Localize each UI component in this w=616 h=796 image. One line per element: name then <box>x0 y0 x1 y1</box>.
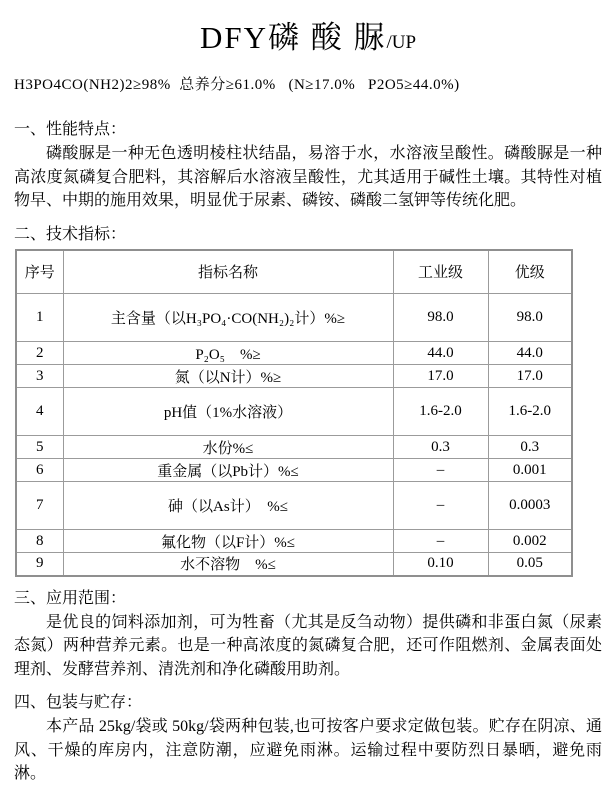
row-industrial-value: 0.10 <box>393 553 488 576</box>
row-no: 7 <box>16 482 63 530</box>
row-industrial-value: 17.0 <box>393 365 488 388</box>
specs-table <box>15 249 573 577</box>
row-industrial-value: 1.6-2.0 <box>393 388 488 436</box>
specs-table-body <box>16 294 572 576</box>
table-row <box>16 482 572 530</box>
table-row <box>16 553 572 576</box>
row-industrial-value: 98.0 <box>393 294 488 342</box>
packaging-paragraph: 本产品 25kg/袋或 50kg/袋两种包装,也可按客户要求定做包装。贮存在阴凉、通风、干燥的库房内，注意防潮，应避免雨淋。运输过程中要防烈日暴晒，避免雨淋。 <box>14 718 602 782</box>
header-row <box>16 250 572 294</box>
column-header-premium-grade: 优级 <box>488 250 572 294</box>
row-indicator-name: 水份%≤ <box>63 436 393 459</box>
row-indicator-name: 砷（以As计） %≤ <box>63 482 393 530</box>
row-indicator-name: 氟化物（以F计）%≤ <box>63 530 393 553</box>
row-industrial-value: 44.0 <box>393 342 488 365</box>
page-title <box>14 12 602 57</box>
column-header-indicator-name: 指标名称 <box>63 250 393 294</box>
row-indicator-name: 主含量（以H₃PO₄·CO(NH₂)₂计）%≥ <box>63 294 393 342</box>
applications-paragraph: 是优良的饲料添加剂，可为牲畜（尤其是反刍动物）提供磷和非蛋白氮（尿素态氮）两种营养元素。也是一种高浓度的氮磷复合肥，还可作阻燃剂、金属表面处理剂、发酵营养剂、清洗剂和净化磷酸用助剂。 <box>14 613 602 678</box>
page-title-main: DFY磷 酸 脲 <box>199 20 387 55</box>
features-paragraph: 磷酸脲是一种无色透明棱柱状结晶，易溶于水，水溶液呈酸性。磷酸脲是一种高浓度氮磷复合肥料，其溶解后水溶液呈酸性，尤其适用于碱性土壤。其特性对植物早、中期的施用效果，明显优于尿素、磷铵、磷酸二氢钾等传统化肥。 <box>14 145 602 209</box>
row-premium-value: 98.0 <box>488 294 572 342</box>
row-no: 4 <box>16 388 63 436</box>
row-premium-value: 0.001 <box>488 459 572 482</box>
row-premium-value: 0.05 <box>488 553 572 576</box>
column-header-industrial-grade: 工业级 <box>393 250 488 294</box>
row-no: 6 <box>16 459 63 482</box>
row-no: 3 <box>16 365 63 388</box>
row-no: 1 <box>16 294 63 342</box>
section-heading-packaging: 四、包装与贮存： <box>14 694 143 711</box>
table-row <box>16 342 572 365</box>
table-row <box>16 436 572 459</box>
specs-table-header <box>16 250 572 294</box>
row-no: 5 <box>16 436 63 459</box>
table-row <box>16 365 572 388</box>
row-premium-value: 44.0 <box>488 342 572 365</box>
row-indicator-name: 重金属（以Pb计）%≤ <box>63 459 393 482</box>
formula-line: H3PO4CO(NH2)2≥98% 总养分≥61.0% (N≥17.0% P2O5≥44.0%) <box>14 77 460 93</box>
row-premium-value: 1.6-2.0 <box>488 388 572 436</box>
row-premium-value: 0.3 <box>488 436 572 459</box>
section-heading-features: 一、性能特点： <box>14 121 127 138</box>
table-row <box>16 530 572 553</box>
section-heading-specs: 二、技术指标： <box>14 225 127 243</box>
row-industrial-value: – <box>393 530 488 553</box>
table-row <box>16 388 572 436</box>
row-premium-value: 0.0003 <box>488 482 572 530</box>
row-industrial-value: – <box>393 459 488 482</box>
row-indicator-name: 氮（以N计）%≥ <box>63 365 393 388</box>
row-industrial-value: 0.3 <box>393 436 488 459</box>
table-row <box>16 459 572 482</box>
column-header-no: 序号 <box>16 250 63 294</box>
row-indicator-name: P₂O₅ %≥ <box>63 342 393 365</box>
row-premium-value: 0.002 <box>488 530 572 553</box>
row-indicator-name: pH值（1%水溶液） <box>63 388 393 436</box>
row-no: 2 <box>16 342 63 365</box>
section-heading-applications: 三、应用范围： <box>14 589 127 607</box>
row-industrial-value: – <box>393 482 488 530</box>
page-title-suffix: /UP <box>386 32 417 53</box>
table-row <box>16 294 572 342</box>
row-no: 9 <box>16 553 63 576</box>
row-premium-value: 17.0 <box>488 365 572 388</box>
row-indicator-name: 水不溶物 %≤ <box>63 553 393 576</box>
row-no: 8 <box>16 530 63 553</box>
